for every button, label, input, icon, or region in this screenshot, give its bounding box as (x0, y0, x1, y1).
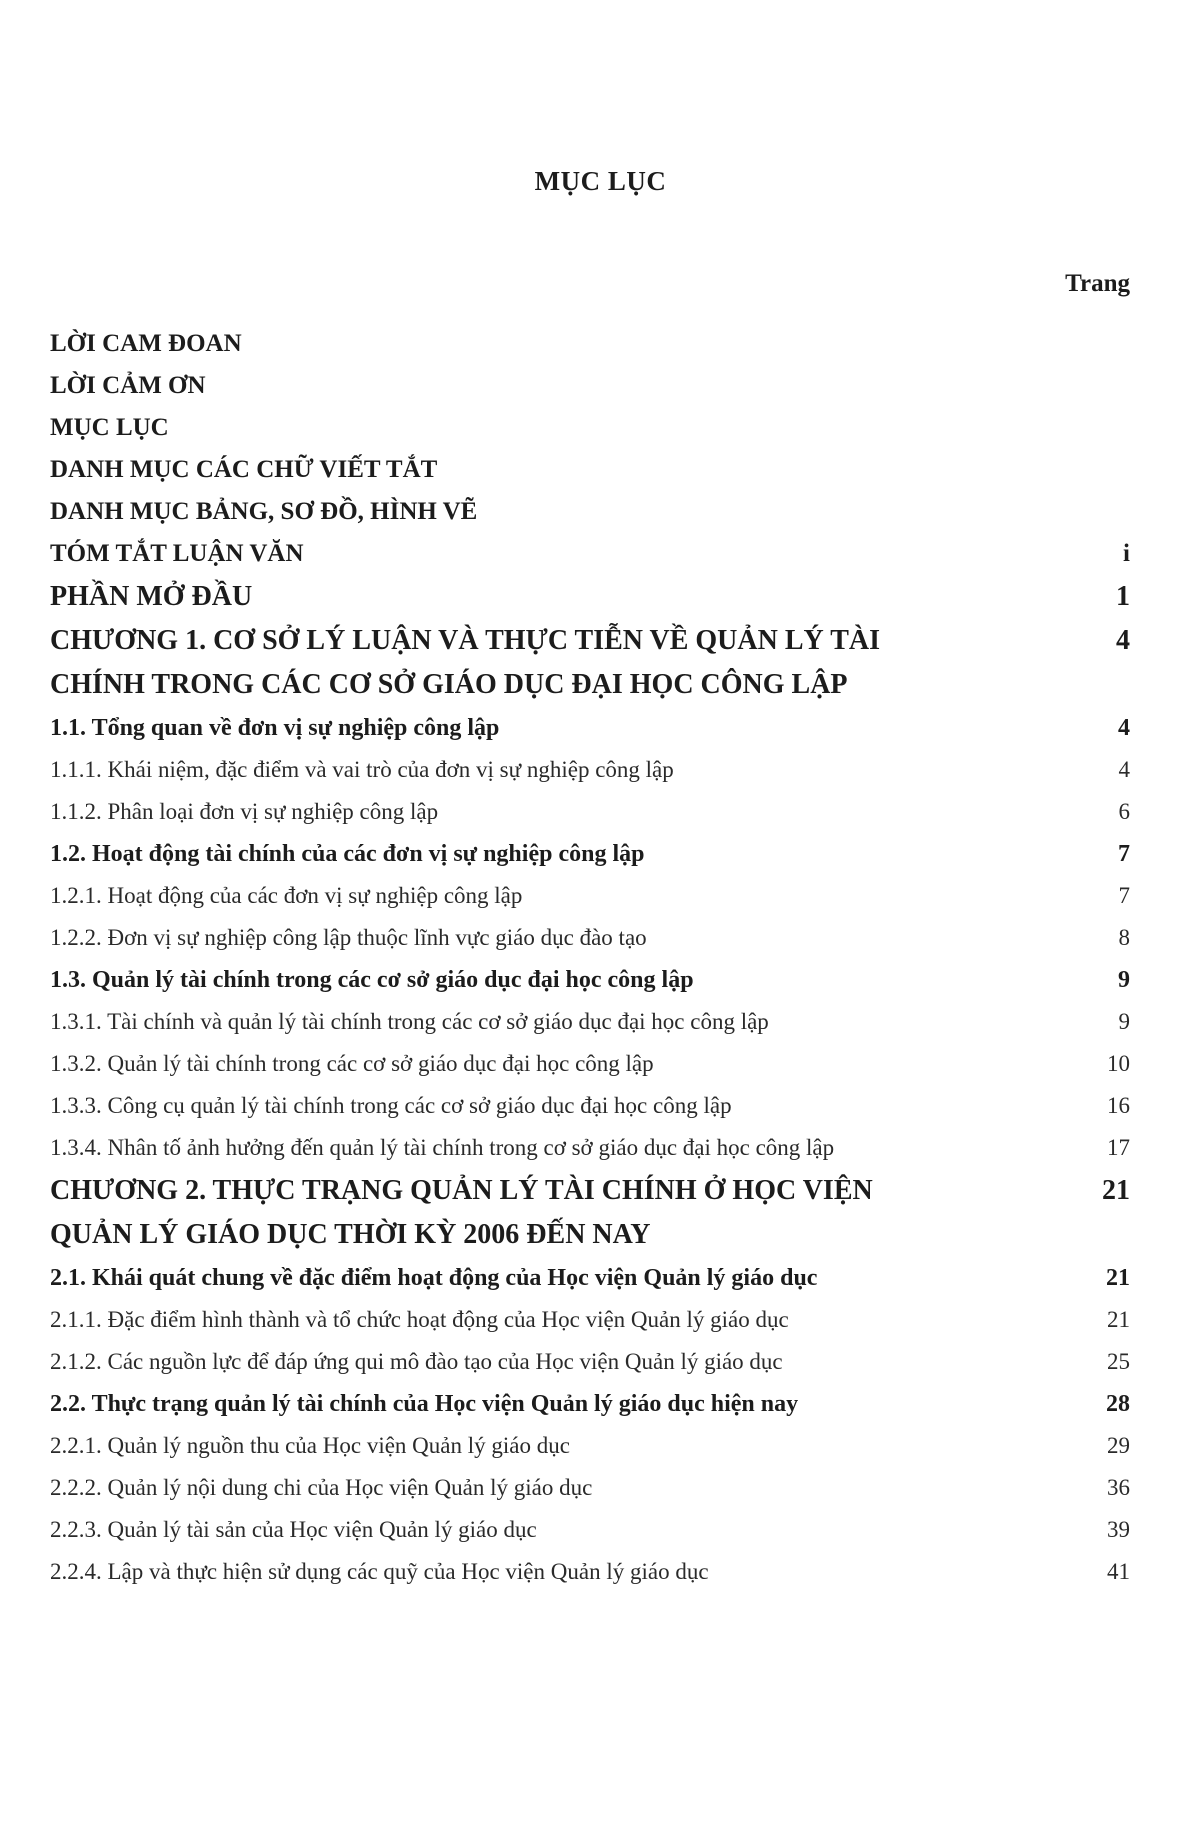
toc-entry-title: 1.3.3. Công cụ quản lý tài chính trong các cơ sở giáo dục đại học công lập (50, 1093, 732, 1118)
toc-entry (50, 449, 1130, 491)
toc-entry-page: 39 (1107, 1517, 1130, 1542)
toc-entry-title: 2.2.2. Quản lý nội dung chi của Học viện Quản lý giáo dục (50, 1475, 593, 1500)
toc-entry (50, 1169, 1130, 1213)
toc-entry-title: PHẦN MỞ ĐẦU (50, 581, 253, 612)
toc-entry (50, 533, 1130, 575)
toc-entry-page: 4 (1118, 715, 1130, 741)
toc-entry-title: 2.2.3. Quản lý tài sản của Học viện Quản lý giáo dục (50, 1517, 537, 1542)
toc-entry-title: 2.2.1. Quản lý nguồn thu của Học viện Quản lý giáo dục (50, 1433, 570, 1458)
toc-entry (50, 917, 1130, 959)
toc-entry (50, 1425, 1130, 1467)
toc-entry-title: MỤC LỤC (50, 414, 169, 441)
toc-entry-title: 1.2.1. Hoạt động của các đơn vị sự nghiệp công lập (50, 883, 523, 908)
toc-entry-page: 6 (1118, 799, 1130, 824)
toc-entry (50, 575, 1130, 619)
toc-entry-page: 16 (1107, 1093, 1130, 1118)
toc-entry-page: 36 (1107, 1475, 1130, 1500)
table-of-contents (50, 323, 1130, 1593)
toc-entry-title: 1.1.2. Phân loại đơn vị sự nghiệp công lập (50, 799, 439, 824)
toc-entry (50, 1043, 1130, 1085)
toc-entry-title: 1.3.1. Tài chính và quản lý tài chính trong các cơ sở giáo dục đại học công lập (50, 1009, 769, 1034)
toc-entry-page: 21 (1102, 1175, 1130, 1206)
toc-entry (50, 619, 1130, 663)
toc-entry-title: CHƯƠNG 1. CƠ SỞ LÝ LUẬN VÀ THỰC TIỄN VỀ QUẢN LÝ TÀI (50, 625, 881, 656)
toc-entry-page: 4 (1118, 757, 1130, 782)
toc-entry-page: 7 (1118, 841, 1130, 867)
toc-entry-page: i (1123, 540, 1130, 567)
toc-entry-title: QUẢN LÝ GIÁO DỤC THỜI KỲ 2006 ĐẾN NAY (50, 1219, 651, 1250)
toc-entry-page: 7 (1118, 883, 1130, 908)
toc-entry (50, 1085, 1130, 1127)
toc-entry (50, 707, 1130, 749)
toc-entry-title: 1.3. Quản lý tài chính trong các cơ sở giáo dục đại học công lập (50, 967, 694, 993)
toc-entry (50, 323, 1130, 365)
toc-entry-page: 9 (1118, 1009, 1130, 1034)
toc-entry (50, 1467, 1130, 1509)
toc-entry-title: DANH MỤC CÁC CHỮ VIẾT TẮT (50, 456, 438, 483)
toc-entry-page: 9 (1118, 967, 1130, 993)
toc-entry (50, 1299, 1130, 1341)
toc-entry (50, 365, 1130, 407)
toc-entry (50, 959, 1130, 1001)
toc-entry (50, 663, 1130, 707)
toc-entry-title: 1.1.1. Khái niệm, đặc điểm và vai trò của đơn vị sự nghiệp công lập (50, 757, 674, 782)
toc-entry-title: 1.2. Hoạt động tài chính của các đơn vị sự nghiệp công lập (50, 841, 645, 867)
toc-entry (50, 1383, 1130, 1425)
toc-entry-title: CHƯƠNG 2. THỰC TRẠNG QUẢN LÝ TÀI CHÍNH Ở HỌC VIỆN (50, 1175, 873, 1206)
toc-entry (50, 1341, 1130, 1383)
toc-entry-title: 1.1. Tổng quan về đơn vị sự nghiệp công lập (50, 715, 500, 741)
toc-entry (50, 491, 1130, 533)
page-column-header: Trang (1065, 270, 1130, 297)
toc-entry-page: 29 (1107, 1433, 1130, 1458)
toc-entry-title: CHÍNH TRONG CÁC CƠ SỞ GIÁO DỤC ĐẠI HỌC CÔNG LẬP (50, 669, 848, 700)
toc-entry-page: 8 (1118, 925, 1130, 950)
toc-entry-title: 2.1. Khái quát chung về đặc điểm hoạt động của Học viện Quản lý giáo dục (50, 1265, 818, 1291)
toc-entry (50, 1001, 1130, 1043)
toc-entry-page: 21 (1106, 1265, 1130, 1291)
toc-entry-title: 1.2.2. Đơn vị sự nghiệp công lập thuộc lĩnh vực giáo dục đào tạo (50, 925, 647, 950)
page-title: MỤC LỤC (534, 166, 667, 196)
toc-entry (50, 1213, 1130, 1257)
toc-entry-page: 17 (1107, 1135, 1130, 1160)
toc-entry-page: 1 (1116, 581, 1130, 612)
toc-entry-title: 2.2.4. Lập và thực hiện sử dụng các quỹ của Học viện Quản lý giáo dục (50, 1559, 709, 1584)
toc-entry-page: 41 (1107, 1559, 1130, 1584)
toc-entry (50, 1257, 1130, 1299)
toc-entry-title: LỜI CAM ĐOAN (50, 330, 242, 357)
toc-entry-page: 28 (1106, 1391, 1130, 1417)
toc-entry (50, 791, 1130, 833)
toc-entry-title: 2.1.1. Đặc điểm hình thành và tổ chức hoạt động của Học viện Quản lý giáo dục (50, 1307, 789, 1332)
toc-entry-page: 25 (1107, 1349, 1130, 1374)
toc-entry-title: 1.3.2. Quản lý tài chính trong các cơ sở giáo dục đại học công lập (50, 1051, 654, 1076)
toc-entry (50, 749, 1130, 791)
toc-entry-page: 10 (1107, 1051, 1130, 1076)
toc-entry-page: 21 (1107, 1307, 1130, 1332)
toc-entry-page: 4 (1116, 625, 1130, 656)
toc-entry-title: DANH MỤC BẢNG, SƠ ĐỒ, HÌNH VẼ (50, 498, 478, 525)
toc-entry-title: 2.1.2. Các nguồn lực để đáp ứng qui mô đào tạo của Học viện Quản lý giáo dục (50, 1349, 783, 1374)
toc-entry (50, 1127, 1130, 1169)
toc-entry (50, 1551, 1130, 1593)
toc-entry-title: 1.3.4. Nhân tố ảnh hưởng đến quản lý tài chính trong cơ sở giáo dục đại học công lập (50, 1135, 835, 1160)
toc-entry-title: TÓM TẮT LUẬN VĂN (50, 540, 304, 567)
toc-entry (50, 1509, 1130, 1551)
toc-entry (50, 875, 1130, 917)
toc-entry (50, 407, 1130, 449)
toc-entry (50, 833, 1130, 875)
toc-entry-title: 2.2. Thực trạng quản lý tài chính của Học viện Quản lý giáo dục hiện nay (50, 1391, 799, 1417)
toc-entry-title: LỜI CẢM ƠN (50, 372, 206, 399)
